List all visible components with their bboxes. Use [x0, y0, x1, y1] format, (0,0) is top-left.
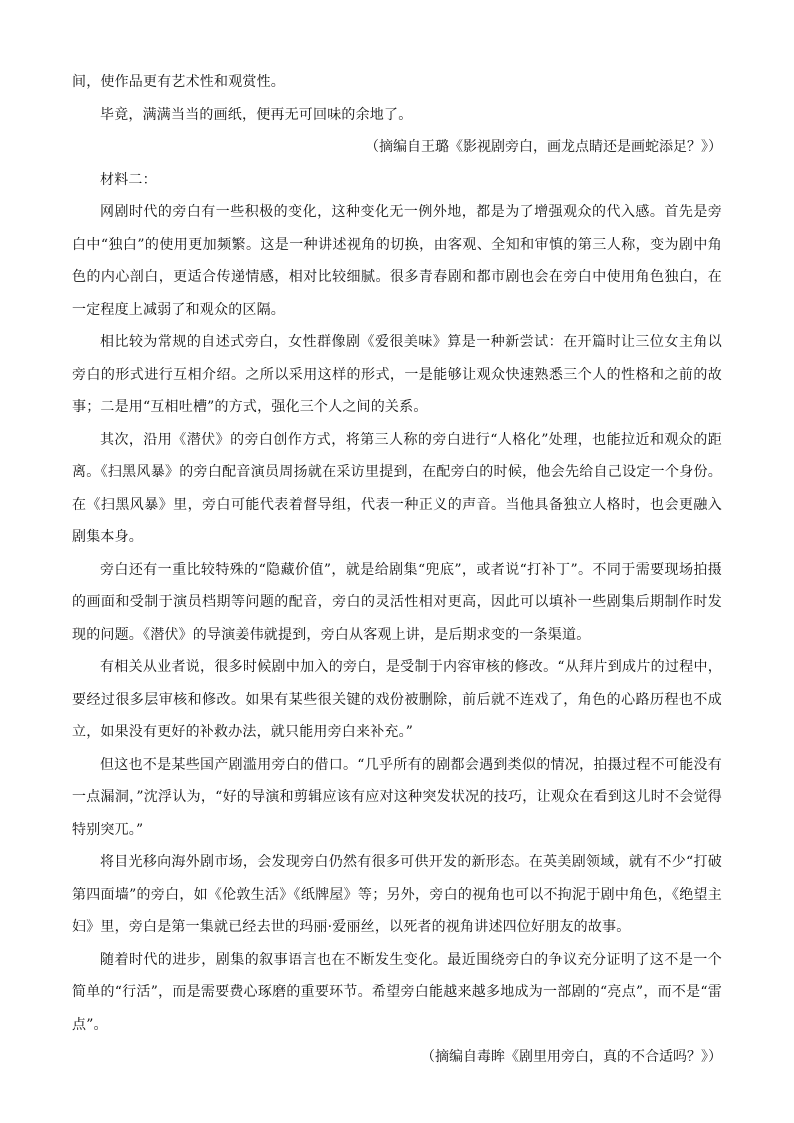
- paragraph-continued: 间，使作品更有艺术性和观赏性。: [72, 74, 285, 90]
- body-paragraph-2: 相比较为常规的自述式旁白，女性群像剧《爱很美味》算是一种新尝试：在开篇时让三位女主角以旁白的形式进行互相介绍。之所以采用这样的形式，一是能够让观众快速熟悉三个人的性格和之前的故事；二是用“互相吐槽”的方式，强化三个人之间的关系。: [72, 334, 722, 415]
- body-paragraph-7: 将目光移向海外剧市场，会发现旁白仍然有很多可供开发的新形态。在英美剧领域，就有不少“打破第四面墙”的旁白，如《伦敦生活》《纸牌屋》等；另外，旁白的视角也可以不拘泥于剧中角色，《绝望主妇》里，旁白是第一集就已经去世的玛丽·爱丽丝，以死者的视角讲述四位好朋友的故事。: [72, 854, 722, 935]
- body-paragraph-5: 有相关从业者说，很多时候剧中加入的旁白，是受制于内容审核的修改。“从拜片到成片的过程中，要经过很多层审核和修改。如果有某些很关键的戏份被删除，前后就不连戏了，角色的心路历程也不成立，如果没有更好的补救办法，就只能用旁白来补充。”: [72, 659, 722, 740]
- body-paragraph-6: 但这也不是某些国产剧滥用旁白的借口。“几乎所有的剧都会遇到类似的情况，拍摄过程不可能没有一点漏洞，”沈浮认为，“好的导演和剪辑应该有应对这种突发状况的技巧，让观众在看到这儿时不会觉得特别突兀。”: [72, 756, 722, 838]
- body-paragraph-8: 随着时代的进步，剧集的叙事语言也在不断发生变化。最近围绕旁白的争议充分证明了这不是一个简单的“行活”，而是需要费心琢磨的重要环节。希望旁白能越来越多地成为一部剧的“亮点”，而不是“雷点”。: [72, 951, 722, 1033]
- paragraph-bijing: 毕竟，满满当当的画纸，便再无可回味的余地了。: [100, 106, 413, 123]
- body-paragraph-3: 其次，沿用《潜伏》的旁白创作方式，将第三人称的旁白进行“人格化”处理，也能拉近和观众的距离。《扫黑风暴》的旁白配音演员周扬就在采访里提到，在配旁白的时候，他会先给自己设定一个身份。在《扫黑风暴》里，旁白可能代表着督导组，代表一种正义的声音。当他具备独立人格时，也会更融入剧集本身。: [72, 431, 722, 545]
- source-citation-2: （摘编自毒眸《剧里用旁白，真的不合适吗？》）: [421, 1049, 722, 1065]
- body-paragraph-1: 网剧时代的旁白有一些积极的变化，这种变化无一例外地，都是为了增强观众的代入感。首先是旁白中“独白”的使用更加频繁。这是一种讲述视角的切换，由客观、全知和审慎的第三人称，变为剧中角色的内心剖白，更适合传递情感，相对比较细腻。很多青春剧和都市剧也会在旁白中使用角色独白，在一定程度上减弱了和观众的区隔。: [72, 204, 722, 318]
- section-heading-material-2: 材料二：: [100, 171, 157, 188]
- body-paragraph-4: 旁白还有一重比较特殊的“隐藏价值”，就是给剧集“兜底”，或者说“打补丁”。不同于需要现场拍摄的画面和受制于演员档期等问题的配音，旁白的灵活性相对更高，因此可以填补一些剧集后期制作时发现的问题。《潜伏》的导演姜伟就提到，旁白从客观上讲，是后期求变的一条渠道。: [72, 561, 722, 643]
- source-citation-1: （摘编自王璐《影视剧旁白，画龙点睛还是画蛇添足？》）: [365, 139, 722, 155]
